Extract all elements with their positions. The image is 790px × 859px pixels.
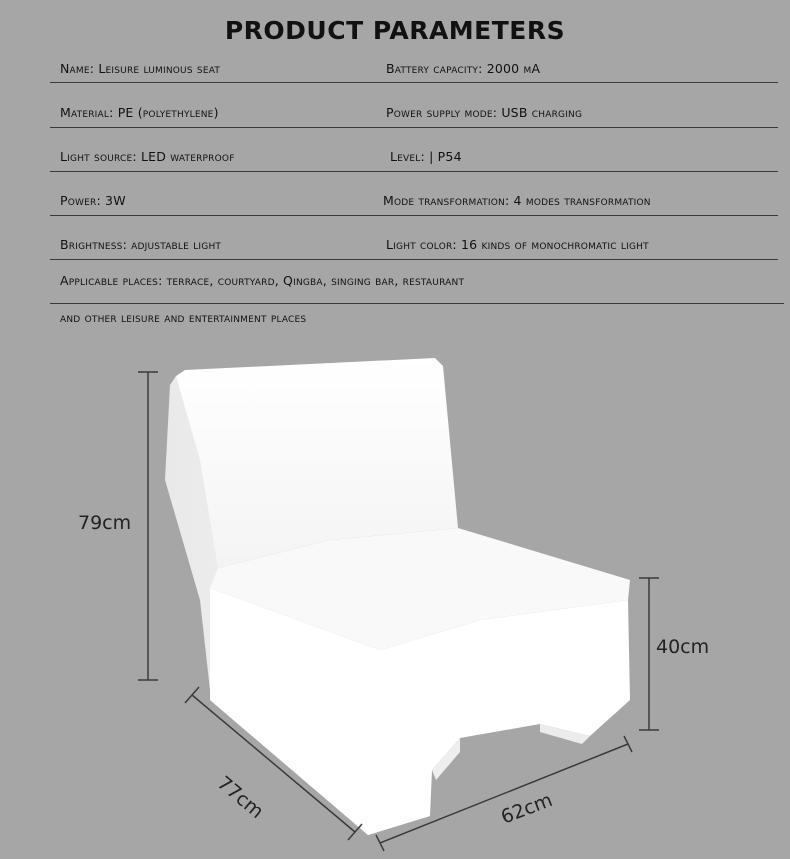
height-label: 79cm [78, 512, 132, 534]
param-brightness: Brightness: adjustable light [60, 237, 222, 252]
param-battery: Battery capacity: 2000 mA [386, 61, 541, 76]
param-name: Name: Leisure luminous seat [60, 61, 221, 76]
seat-height-label: 40cm [656, 636, 710, 658]
param-mode: Mode transformation: 4 modes transformation [383, 193, 651, 208]
param-places: Applicable places: terrace, courtyard, Qingba, singing bar, restaurant [60, 273, 465, 288]
param-light-color: Light color: 16 kinds of monochromatic light [386, 237, 649, 252]
param-places-continued: and other leisure and entertainment places [60, 310, 307, 325]
param-power-supply: Power supply mode: USB charging [386, 105, 583, 120]
width-label: 62cm [498, 788, 556, 829]
page-title: PRODUCT PARAMETERS [224, 16, 566, 45]
param-light-source: Light source: LED waterproof [60, 149, 235, 164]
seat-image [165, 358, 630, 835]
param-level: Level: | P54 [390, 149, 462, 164]
param-power: Power: 3W [60, 193, 126, 208]
depth-label: 77cm [212, 772, 268, 824]
param-material: Material: PE (polyethylene) [60, 105, 219, 120]
